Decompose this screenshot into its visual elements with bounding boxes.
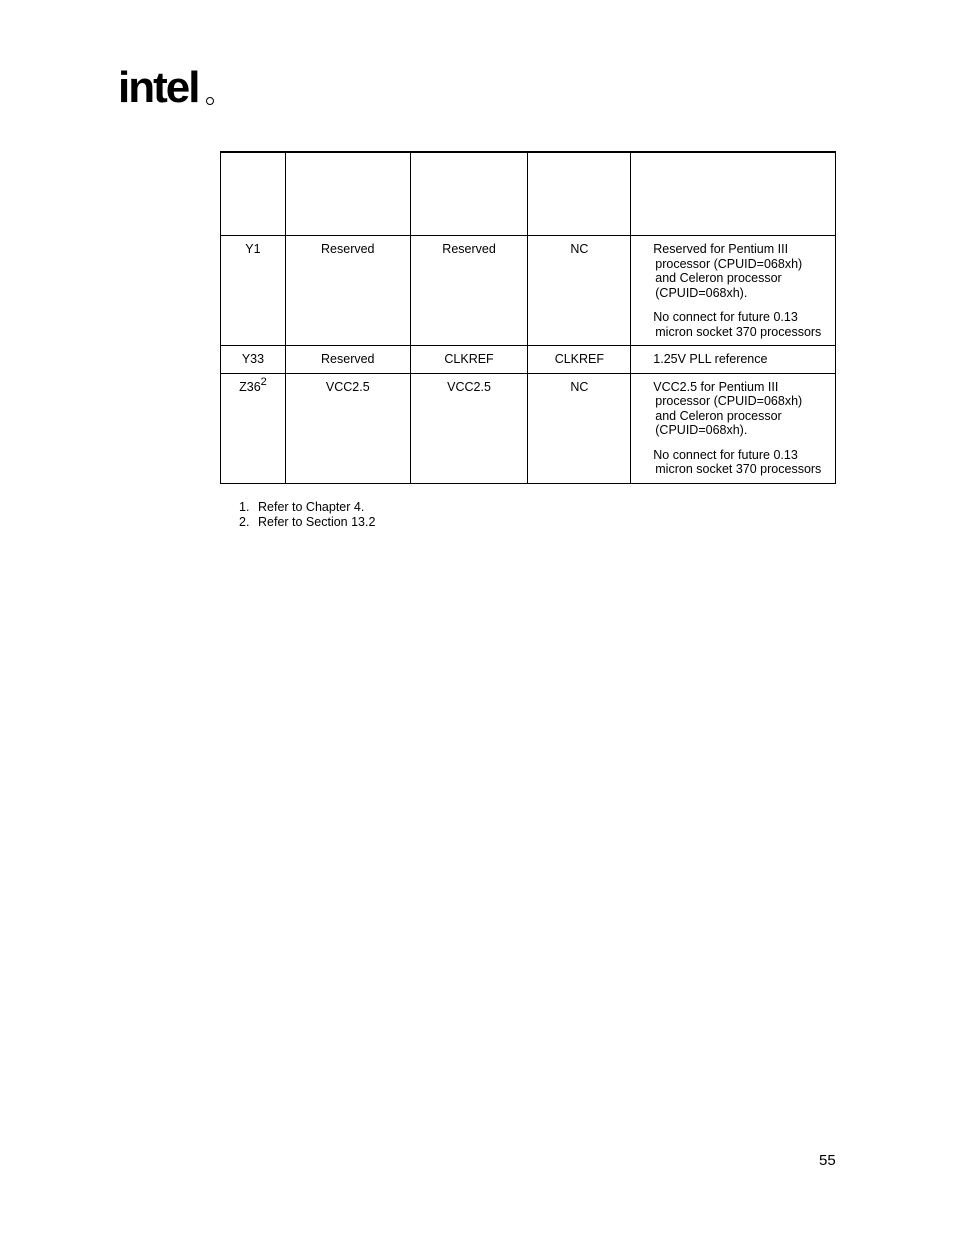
header-cell	[221, 152, 286, 236]
pin-table	[220, 151, 836, 484]
description-line: No connect for future 0.13	[653, 310, 798, 324]
signal-cell: VCC2.5	[285, 373, 410, 483]
table-row	[221, 236, 836, 346]
footnote-text: Refer to Section 13.2	[258, 515, 376, 529]
signal-cell: CLKREF	[410, 346, 528, 374]
description-cell	[631, 373, 836, 483]
signal-cell: Reserved	[410, 236, 528, 346]
signal-cell: Reserved	[285, 346, 410, 374]
description-paragraph	[653, 380, 829, 438]
description-line: and Celeron processor	[655, 271, 782, 285]
registered-mark-icon	[206, 97, 214, 105]
page-number: 55	[819, 1152, 836, 1169]
description-cell	[631, 236, 836, 346]
pin-label: Y1	[245, 242, 261, 256]
description-line: VCC2.5 for Pentium III	[653, 379, 779, 394]
header-cell	[410, 152, 528, 236]
table-row	[221, 346, 836, 374]
header-cell	[631, 152, 836, 236]
footnote-number: 2.	[239, 515, 250, 529]
intel-logo-icon	[118, 63, 218, 118]
description-paragraph	[653, 352, 829, 367]
description-line: micron socket 370 processors	[655, 324, 822, 339]
description-cell	[631, 346, 836, 374]
footnote-ref: 2	[260, 375, 267, 388]
logo-wordmark: intel	[118, 63, 199, 112]
pin-label: Y33	[241, 352, 265, 366]
description-paragraph	[653, 242, 829, 300]
header-cell	[528, 152, 631, 236]
pin-cell	[221, 236, 286, 346]
footnote	[239, 500, 375, 515]
signal-cell: NC	[528, 236, 631, 346]
description-line: processor (CPUID=068xh)	[655, 394, 803, 408]
description-line: Reserved for Pentium III	[653, 242, 789, 256]
pin-label: Z36	[239, 379, 261, 394]
description-paragraph	[653, 310, 829, 339]
signal-cell: CLKREF	[528, 346, 631, 374]
header-cell	[285, 152, 410, 236]
pin-cell	[221, 373, 286, 483]
description-line: (CPUID=068xh).	[655, 423, 748, 437]
table-footnotes	[239, 500, 375, 530]
table-row	[221, 373, 836, 483]
signal-cell: VCC2.5	[410, 373, 528, 483]
pin-cell	[221, 346, 286, 374]
description-line: No connect for future 0.13	[653, 447, 798, 462]
footnote	[239, 515, 375, 530]
table-header-row	[221, 152, 836, 236]
description-line: (CPUID=068xh).	[655, 285, 748, 300]
footnote-number: 1.	[239, 500, 250, 514]
signal-cell: NC	[528, 373, 631, 483]
description-line: micron socket 370 processors	[655, 462, 822, 476]
footnote-text: Refer to Chapter 4.	[258, 500, 365, 514]
description-paragraph	[653, 448, 829, 477]
signal-cell: Reserved	[285, 236, 410, 346]
description-line: and Celeron processor	[655, 408, 782, 423]
description-line: 1.25V PLL reference	[653, 352, 768, 366]
description-line: processor (CPUID=068xh)	[655, 256, 803, 271]
